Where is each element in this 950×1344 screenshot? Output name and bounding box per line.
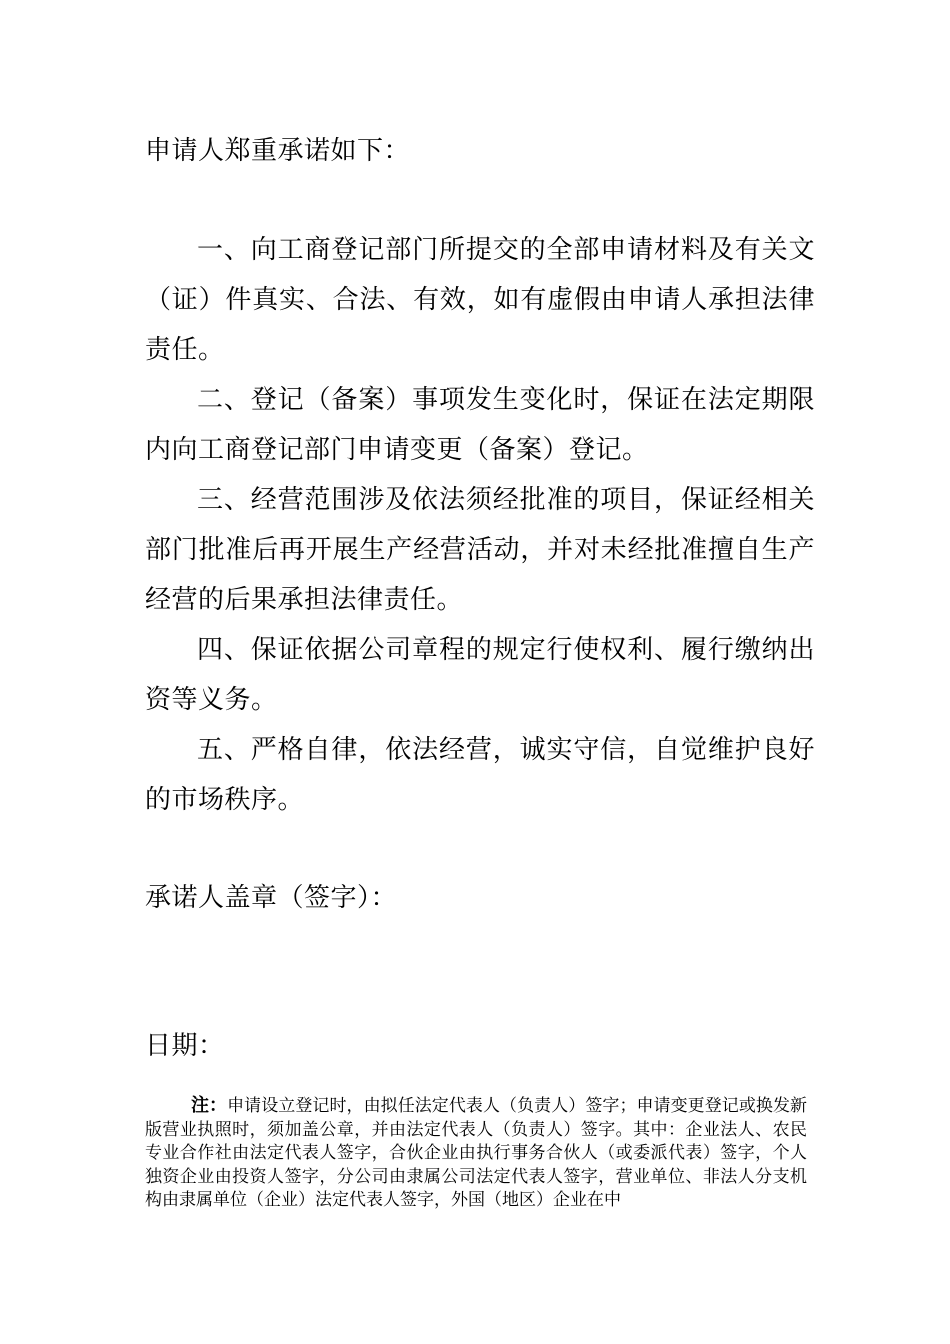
commitment-item-4: 四、保证依据公司章程的规定行使权利、履行缴纳出资等义务。 (145, 635, 815, 715)
date-label: 日期： (145, 1031, 225, 1061)
commitment-item-5: 五、严格自律，依法经营，诚实守信，自觉维护良好的市场秩序。 (145, 735, 815, 815)
footnote-text: 申请设立登记时，由拟任法定代表人（负责人）签字；申请变更登记或换发新版营业执照时，须加盖公章，并由法定代表人（负责人）签字。其中：企业法人、农民专业合作社由法定代表人签字，合伙企业由执行事务合伙人（或委派代表）签字，个人独资企业由投资人签字，分公司由隶属公司法定代表人签字，营业单位、非法人分支机构由隶属单位（企业）法定代表人签字，外国（地区）企业在中 (145, 1096, 808, 1210)
footnote-label: 注： (191, 1095, 228, 1116)
commitment-list (145, 225, 815, 825)
commitment-item-2: 二、登记（备案）事项发生变化时，保证在法定期限内向工商登记部门申请变更（备案）登记。 (145, 385, 815, 465)
commitment-item-3: 三、经营范围涉及依法须经批准的项目，保证经相关部门批准后再开展生产经营活动，并对未经批准擅自生产经营的后果承担法律责任。 (145, 485, 815, 615)
footnote (145, 1094, 807, 1213)
commitment-intro: 申请人郑重承诺如下： (145, 136, 411, 166)
commitment-item-1: 一、向工商登记部门所提交的全部申请材料及有关文（证）件真实、合法、有效，如有虚假由申请人承担法律责任。 (145, 235, 815, 365)
signature-label: 承诺人盖章（签字）： (145, 883, 398, 913)
